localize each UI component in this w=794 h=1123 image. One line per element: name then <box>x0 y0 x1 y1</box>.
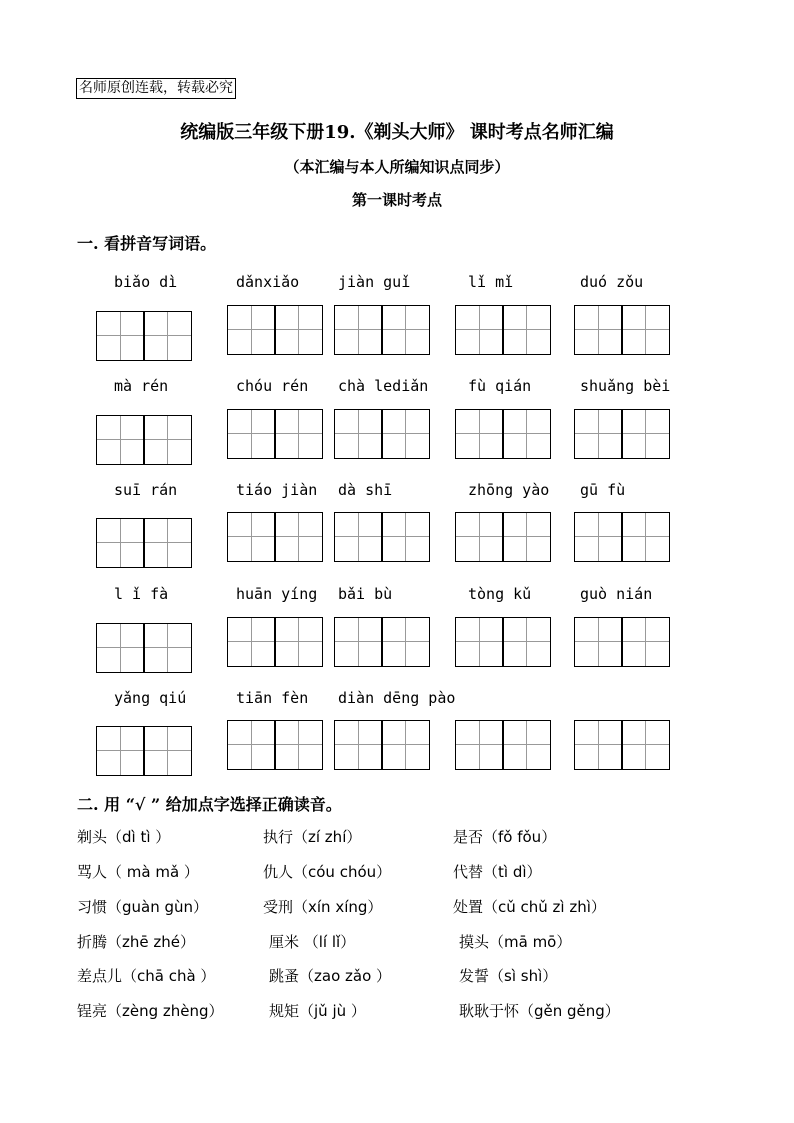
pinyin-label: bǎi bù <box>338 585 393 603</box>
writing-box[interactable] <box>574 617 670 667</box>
grid-line <box>167 312 168 360</box>
writing-box[interactable] <box>334 720 430 770</box>
grid-line <box>621 618 623 666</box>
pronunciation-item[interactable]: 跳蚤（zao zǎo ） <box>269 967 392 985</box>
writing-box[interactable] <box>227 617 323 667</box>
grid-line <box>405 513 406 561</box>
grid-line <box>479 306 480 354</box>
grid-line <box>251 410 252 458</box>
grid-line <box>143 519 145 567</box>
lesson-title: 第一课时考点 <box>351 191 442 209</box>
pinyin-label: dà shī <box>338 481 393 499</box>
pronunciation-item[interactable]: 锃亮（zèng zhèng） <box>77 1002 224 1020</box>
pinyin-label: chà lediǎn <box>338 377 429 395</box>
pinyin-label: guò nián <box>580 585 653 603</box>
pronunciation-item[interactable]: 差点儿（chā chà ） <box>77 967 216 985</box>
grid-line <box>479 618 480 666</box>
pronunciation-item[interactable]: 代替（tì dì） <box>453 863 542 881</box>
writing-box[interactable] <box>574 305 670 355</box>
pinyin-label: diàn dēng pào <box>338 689 456 707</box>
grid-line <box>143 312 145 360</box>
writing-box[interactable] <box>455 305 551 355</box>
grid-line <box>598 306 599 354</box>
grid-line <box>502 513 504 561</box>
pronunciation-item[interactable]: 摸头（mā mō） <box>459 933 572 951</box>
grid-line <box>358 721 359 769</box>
grid-line <box>381 410 383 458</box>
writing-box[interactable] <box>455 512 551 562</box>
pronunciation-item[interactable]: 厘米 （lí lǐ） <box>269 933 356 951</box>
grid-line <box>598 721 599 769</box>
grid-line <box>251 513 252 561</box>
writing-box[interactable] <box>455 617 551 667</box>
writing-box[interactable] <box>455 720 551 770</box>
grid-line <box>143 416 145 464</box>
grid-line <box>167 727 168 775</box>
grid-line <box>298 410 299 458</box>
pronunciation-item[interactable]: 耿耿于怀（gěn gěng） <box>459 1002 620 1020</box>
grid-line <box>381 618 383 666</box>
pronunciation-item[interactable]: 处置（cǔ chǔ zì zhì） <box>453 898 606 916</box>
grid-line <box>381 306 383 354</box>
pronunciation-item[interactable]: 受刑（xín xíng） <box>263 898 383 916</box>
writing-box[interactable] <box>455 409 551 459</box>
section2-heading: 二. 用 “√ ” 给加点字选择正确读音。 <box>77 795 342 814</box>
pinyin-label: zhōng yào <box>468 481 550 499</box>
pinyin-label: suī rán <box>114 481 178 499</box>
page-title: 统编版三年级下册19.《剃头大师》 课时考点名师汇编 <box>180 122 614 143</box>
grid-line <box>502 410 504 458</box>
grid-line <box>274 513 276 561</box>
pronunciation-item[interactable]: 折腾（zhē zhé） <box>77 933 195 951</box>
pinyin-label: lǐ mǐ <box>468 273 514 291</box>
pinyin-label: chóu rén <box>236 377 309 395</box>
writing-box[interactable] <box>227 512 323 562</box>
pinyin-label: yǎng qiú <box>114 689 187 707</box>
grid-line <box>526 721 527 769</box>
grid-line <box>298 618 299 666</box>
grid-line <box>251 618 252 666</box>
grid-line <box>502 306 504 354</box>
grid-line <box>645 513 646 561</box>
grid-line <box>405 410 406 458</box>
grid-line <box>405 618 406 666</box>
writing-box[interactable] <box>334 305 430 355</box>
grid-line <box>358 306 359 354</box>
grid-line <box>479 721 480 769</box>
grid-line <box>502 721 504 769</box>
grid-line <box>358 618 359 666</box>
grid-line <box>479 410 480 458</box>
grid-line <box>598 410 599 458</box>
grid-line <box>274 410 276 458</box>
pinyin-label: fù qián <box>468 377 532 395</box>
grid-line <box>645 306 646 354</box>
writing-box[interactable] <box>96 726 192 776</box>
grid-line <box>298 721 299 769</box>
pinyin-label: tiān fèn <box>236 689 309 707</box>
grid-line <box>381 721 383 769</box>
grid-line <box>405 306 406 354</box>
writing-box[interactable] <box>334 617 430 667</box>
grid-line <box>120 416 121 464</box>
grid-line <box>405 721 406 769</box>
grid-line <box>274 721 276 769</box>
grid-line <box>526 513 527 561</box>
grid-line <box>598 513 599 561</box>
grid-line <box>120 519 121 567</box>
copyright-tag: 名师原创连载，转载必究 <box>76 78 236 99</box>
grid-line <box>251 721 252 769</box>
grid-line <box>120 312 121 360</box>
writing-box[interactable] <box>227 720 323 770</box>
grid-line <box>621 513 623 561</box>
pronunciation-item[interactable]: 规矩（jǔ jù ） <box>269 1002 366 1020</box>
grid-line <box>358 513 359 561</box>
section1-heading: 一. 看拼音写词语。 <box>77 234 217 253</box>
writing-box[interactable] <box>96 311 192 361</box>
grid-line <box>143 624 145 672</box>
pronunciation-item[interactable]: 是否（fǒ fǒu） <box>453 828 557 846</box>
pinyin-label: biǎo dì <box>114 273 178 291</box>
grid-line <box>621 410 623 458</box>
pinyin-label: gū fù <box>580 481 626 499</box>
pronunciation-item[interactable]: 仇人（cóu chóu） <box>263 863 392 881</box>
pinyin-label: tòng kǔ <box>468 585 532 603</box>
writing-box[interactable] <box>334 512 430 562</box>
page-subtitle: （本汇编与本人所编知识点同步） <box>284 158 510 176</box>
pronunciation-item[interactable]: 习惯（guàn gùn） <box>77 898 209 916</box>
writing-box[interactable] <box>574 720 670 770</box>
grid-line <box>381 513 383 561</box>
grid-line <box>298 306 299 354</box>
grid-line <box>526 306 527 354</box>
pinyin-label: duó zǒu <box>580 273 644 291</box>
grid-line <box>645 618 646 666</box>
writing-box[interactable] <box>334 409 430 459</box>
grid-line <box>251 306 252 354</box>
writing-box[interactable] <box>227 305 323 355</box>
writing-box[interactable] <box>96 518 192 568</box>
pronunciation-item[interactable]: 执行（zí zhí） <box>263 828 362 846</box>
pinyin-label: dǎnxiǎo <box>236 273 300 291</box>
grid-line <box>274 306 276 354</box>
grid-line <box>526 410 527 458</box>
writing-box[interactable] <box>574 409 670 459</box>
grid-line <box>120 727 121 775</box>
grid-line <box>621 721 623 769</box>
writing-box[interactable] <box>574 512 670 562</box>
grid-line <box>645 721 646 769</box>
grid-line <box>645 410 646 458</box>
pinyin-label: l ǐ fà <box>114 585 169 603</box>
grid-line <box>167 416 168 464</box>
grid-line <box>621 306 623 354</box>
grid-line <box>598 618 599 666</box>
pinyin-label: jiàn guǐ <box>338 273 411 291</box>
grid-line <box>143 727 145 775</box>
pinyin-label: tiáo jiàn <box>236 481 318 499</box>
grid-line <box>479 513 480 561</box>
writing-box[interactable] <box>227 409 323 459</box>
grid-line <box>526 618 527 666</box>
pinyin-label: mà rén <box>114 377 169 395</box>
grid-line <box>358 410 359 458</box>
grid-line <box>274 618 276 666</box>
pinyin-label: shuǎng bèi <box>580 377 671 395</box>
pronunciation-item[interactable]: 骂人（ mà mǎ ） <box>77 863 199 881</box>
writing-box[interactable] <box>96 623 192 673</box>
writing-box[interactable] <box>96 415 192 465</box>
grid-line <box>167 519 168 567</box>
pronunciation-item[interactable]: 发誓（sì shì） <box>459 967 558 985</box>
grid-line <box>502 618 504 666</box>
grid-line <box>120 624 121 672</box>
pronunciation-item[interactable]: 剃头（dì tì ） <box>77 828 171 846</box>
grid-line <box>298 513 299 561</box>
grid-line <box>167 624 168 672</box>
pinyin-label: huān yíng <box>236 585 318 603</box>
